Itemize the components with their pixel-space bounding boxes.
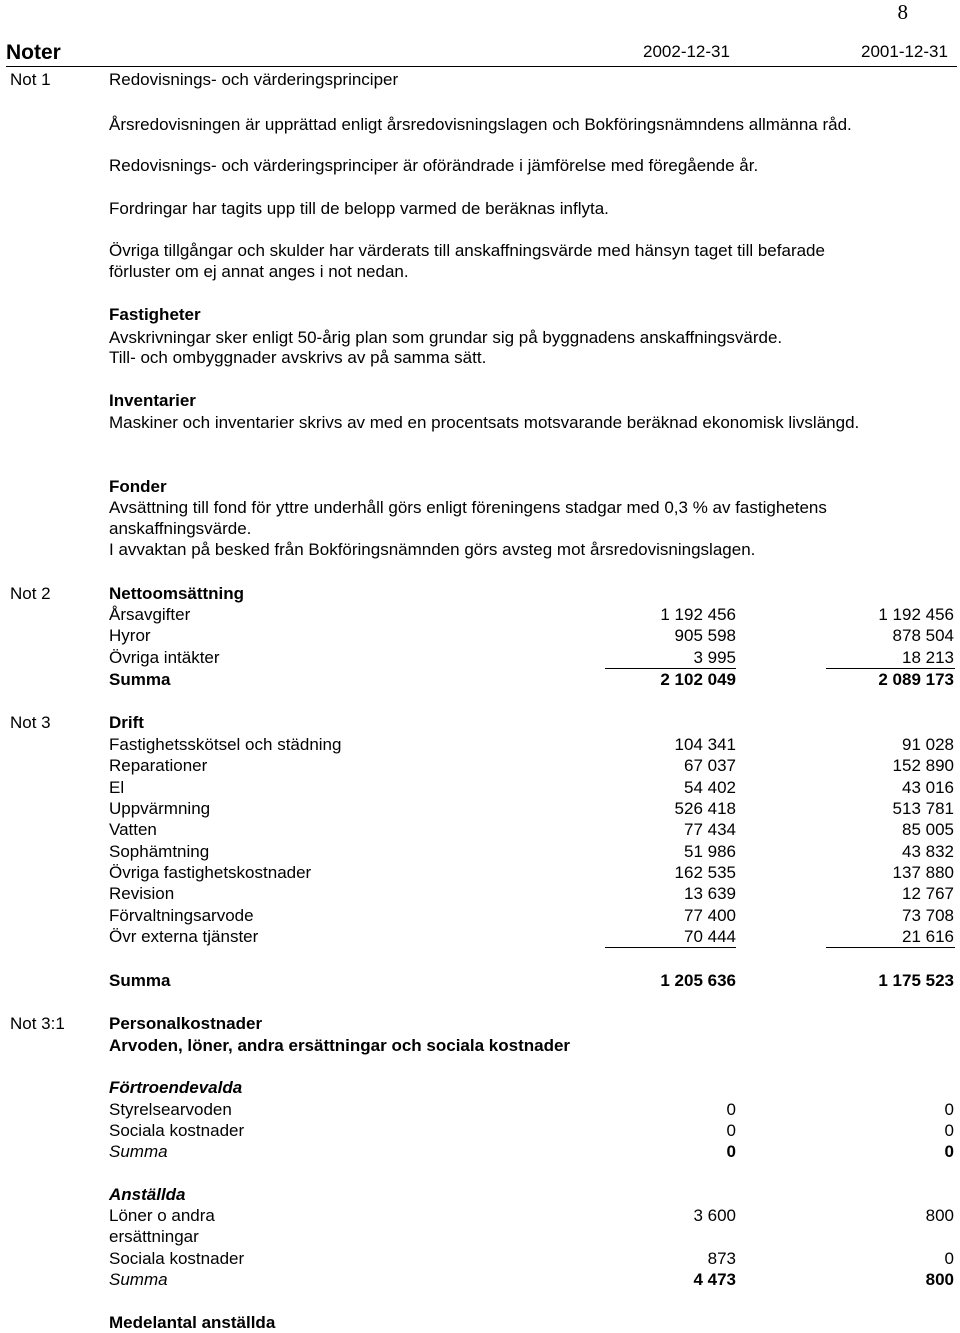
table-cell-2002: 0 <box>726 1121 736 1140</box>
note-1-paragraph: Redovisnings- och värderingsprinciper är oförändrade i jämförelse med föregående år. <box>109 156 759 175</box>
sum-2001: 1 175 523 <box>878 971 954 990</box>
header-rule <box>6 66 957 67</box>
table-cell-2001: 12 767 <box>902 884 954 903</box>
fortroendevalda-heading: Förtroendevalda <box>109 1078 243 1097</box>
fonder-text: I avvaktan på besked från Bokföringsnämnden görs avsteg mot årsredovisningslagen. <box>109 540 756 559</box>
sum-underline <box>826 668 955 669</box>
table-cell-2001: 1 192 456 <box>878 605 954 624</box>
column-header-2001: 2001-12-31 <box>861 42 948 61</box>
table-cell-2001: 800 <box>925 1206 954 1225</box>
table-cell-2001: 152 890 <box>892 756 954 775</box>
table-cell-2001: 43 832 <box>902 842 954 861</box>
table-row-label: Förvaltningsarvode <box>109 906 254 925</box>
table-row-label: Sociala kostnader <box>109 1121 245 1140</box>
table-cell-2001: 18 213 <box>902 648 954 667</box>
sum-2002: 2 102 049 <box>660 670 736 689</box>
table-cell-2002: 77 400 <box>684 906 736 925</box>
sum-2002: 4 473 <box>693 1270 736 1289</box>
table-row-label: Övr externa tjänster <box>109 927 259 946</box>
table-row-label: Löner o andra <box>109 1206 215 1225</box>
table-cell-2002: 0 <box>726 1100 736 1119</box>
note-3-1-title: Personalkostnader <box>109 1014 263 1033</box>
sum-underline <box>605 947 736 948</box>
column-header-2002: 2002-12-31 <box>643 42 730 61</box>
note-1-paragraph: förluster om ej annat anges i not nedan. <box>109 262 409 281</box>
medelantal-heading: Medelantal anställda <box>109 1313 276 1332</box>
table-row-label: Övriga fastighetskostnader <box>109 863 312 882</box>
table-cell-2001: 878 504 <box>892 626 954 645</box>
table-cell-2001: 73 708 <box>902 906 954 925</box>
table-cell-2001: 43 016 <box>902 778 954 797</box>
table-cell-2002: 77 434 <box>684 820 736 839</box>
table-cell-2002: 70 444 <box>684 927 736 946</box>
table-row-label: Sophämtning <box>109 842 210 861</box>
fastigheter-text: Avskrivningar sker enligt 50-årig plan som grundar sig på byggnadens anskaffningsvärde. <box>109 328 783 347</box>
note-1-label: Not 1 <box>10 70 51 89</box>
note-1-paragraph: Fordringar har tagits upp till de belopp varmed de beräknas inflyta. <box>109 199 609 218</box>
sum-2002: 1 205 636 <box>660 971 736 990</box>
table-row-label: Övriga intäkter <box>109 648 220 667</box>
page-title: Noter <box>6 41 61 64</box>
sum-2001: 2 089 173 <box>878 670 954 689</box>
table-cell-2002: 873 <box>707 1249 736 1268</box>
table-cell-2002: 162 535 <box>674 863 736 882</box>
table-cell-2002: 104 341 <box>674 735 736 754</box>
fonder-text: Avsättning till fond för yttre underhåll görs enligt föreningens stadgar med 0,3 % av fastighetens <box>109 498 827 517</box>
table-cell-2002: 54 402 <box>684 778 736 797</box>
table-cell-2001: 21 616 <box>902 927 954 946</box>
note-1-paragraph: Övriga tillgångar och skulder har värderats till anskaffningsvärde med hänsyn taget till befarade <box>109 241 825 260</box>
sum-label: Summa <box>109 670 171 689</box>
table-cell-2001: 85 005 <box>902 820 954 839</box>
note-3-label: Not 3 <box>10 713 51 732</box>
table-cell-2001: 137 880 <box>892 863 954 882</box>
fastigheter-text: Till- och ombyggnader avskrivs av på samma sätt. <box>109 348 487 367</box>
table-row-label: Revision <box>109 884 175 903</box>
table-cell-2002: 526 418 <box>674 799 736 818</box>
table-cell-2002: 3 600 <box>693 1206 736 1225</box>
table-row-label-continued: ersättningar <box>109 1227 199 1246</box>
sum-2001: 800 <box>925 1270 954 1289</box>
note-2-label: Not 2 <box>10 584 51 603</box>
table-cell-2002: 3 995 <box>693 648 736 667</box>
sum-underline <box>826 947 955 948</box>
fonder-text: anskaffningsvärde. <box>109 519 252 538</box>
fastigheter-heading: Fastigheter <box>109 305 201 324</box>
table-cell-2001: 513 781 <box>892 799 954 818</box>
table-row-label: Uppvärmning <box>109 799 211 818</box>
table-cell-2002: 1 192 456 <box>660 605 736 624</box>
note-1-title: Redovisnings- och värderingsprinciper <box>109 70 399 89</box>
sum-2001: 0 <box>944 1142 954 1161</box>
note-3-1-label: Not 3:1 <box>10 1014 65 1033</box>
table-row-label: Reparationer <box>109 756 208 775</box>
note-3-1-subtitle: Arvoden, löner, andra ersättningar och sociala kostnader <box>109 1036 571 1055</box>
table-cell-2002: 51 986 <box>684 842 736 861</box>
table-cell-2001: 0 <box>944 1249 954 1268</box>
table-cell-2002: 13 639 <box>684 884 736 903</box>
table-row-label: Styrelsearvoden <box>109 1100 232 1119</box>
table-cell-2001: 91 028 <box>902 735 954 754</box>
table-row-label: Årsavgifter <box>109 605 191 624</box>
table-row-label: Hyror <box>109 626 151 645</box>
inventarier-text: Maskiner och inventarier skrivs av med en procentsats motsvarande beräknad ekonomisk livslängd. <box>109 413 860 432</box>
table-row-label: Fastighetsskötsel och städning <box>109 735 342 754</box>
sum-underline <box>605 668 736 669</box>
table-row-label: Vatten <box>109 820 157 839</box>
sum-2002: 0 <box>726 1142 736 1161</box>
table-row-label: Sociala kostnader <box>109 1249 245 1268</box>
inventarier-heading: Inventarier <box>109 391 196 410</box>
anstallda-heading: Anställda <box>109 1185 186 1204</box>
sum-label: Summa <box>109 971 171 990</box>
sum-label: Summa <box>109 1142 168 1161</box>
note-2-title: Nettoomsättning <box>109 584 245 603</box>
note-1-paragraph: Årsredovisningen är upprättad enligt årsredovisningslagen och Bokföringsnämndens allmänna råd. <box>109 115 852 134</box>
sum-label: Summa <box>109 1270 168 1289</box>
table-row-label: El <box>109 778 125 797</box>
page-number: 8 <box>897 0 908 24</box>
table-cell-2001: 0 <box>944 1100 954 1119</box>
table-cell-2002: 67 037 <box>684 756 736 775</box>
table-cell-2001: 0 <box>944 1121 954 1140</box>
fonder-heading: Fonder <box>109 477 167 496</box>
table-cell-2002: 905 598 <box>674 626 736 645</box>
note-3-title: Drift <box>109 713 144 732</box>
